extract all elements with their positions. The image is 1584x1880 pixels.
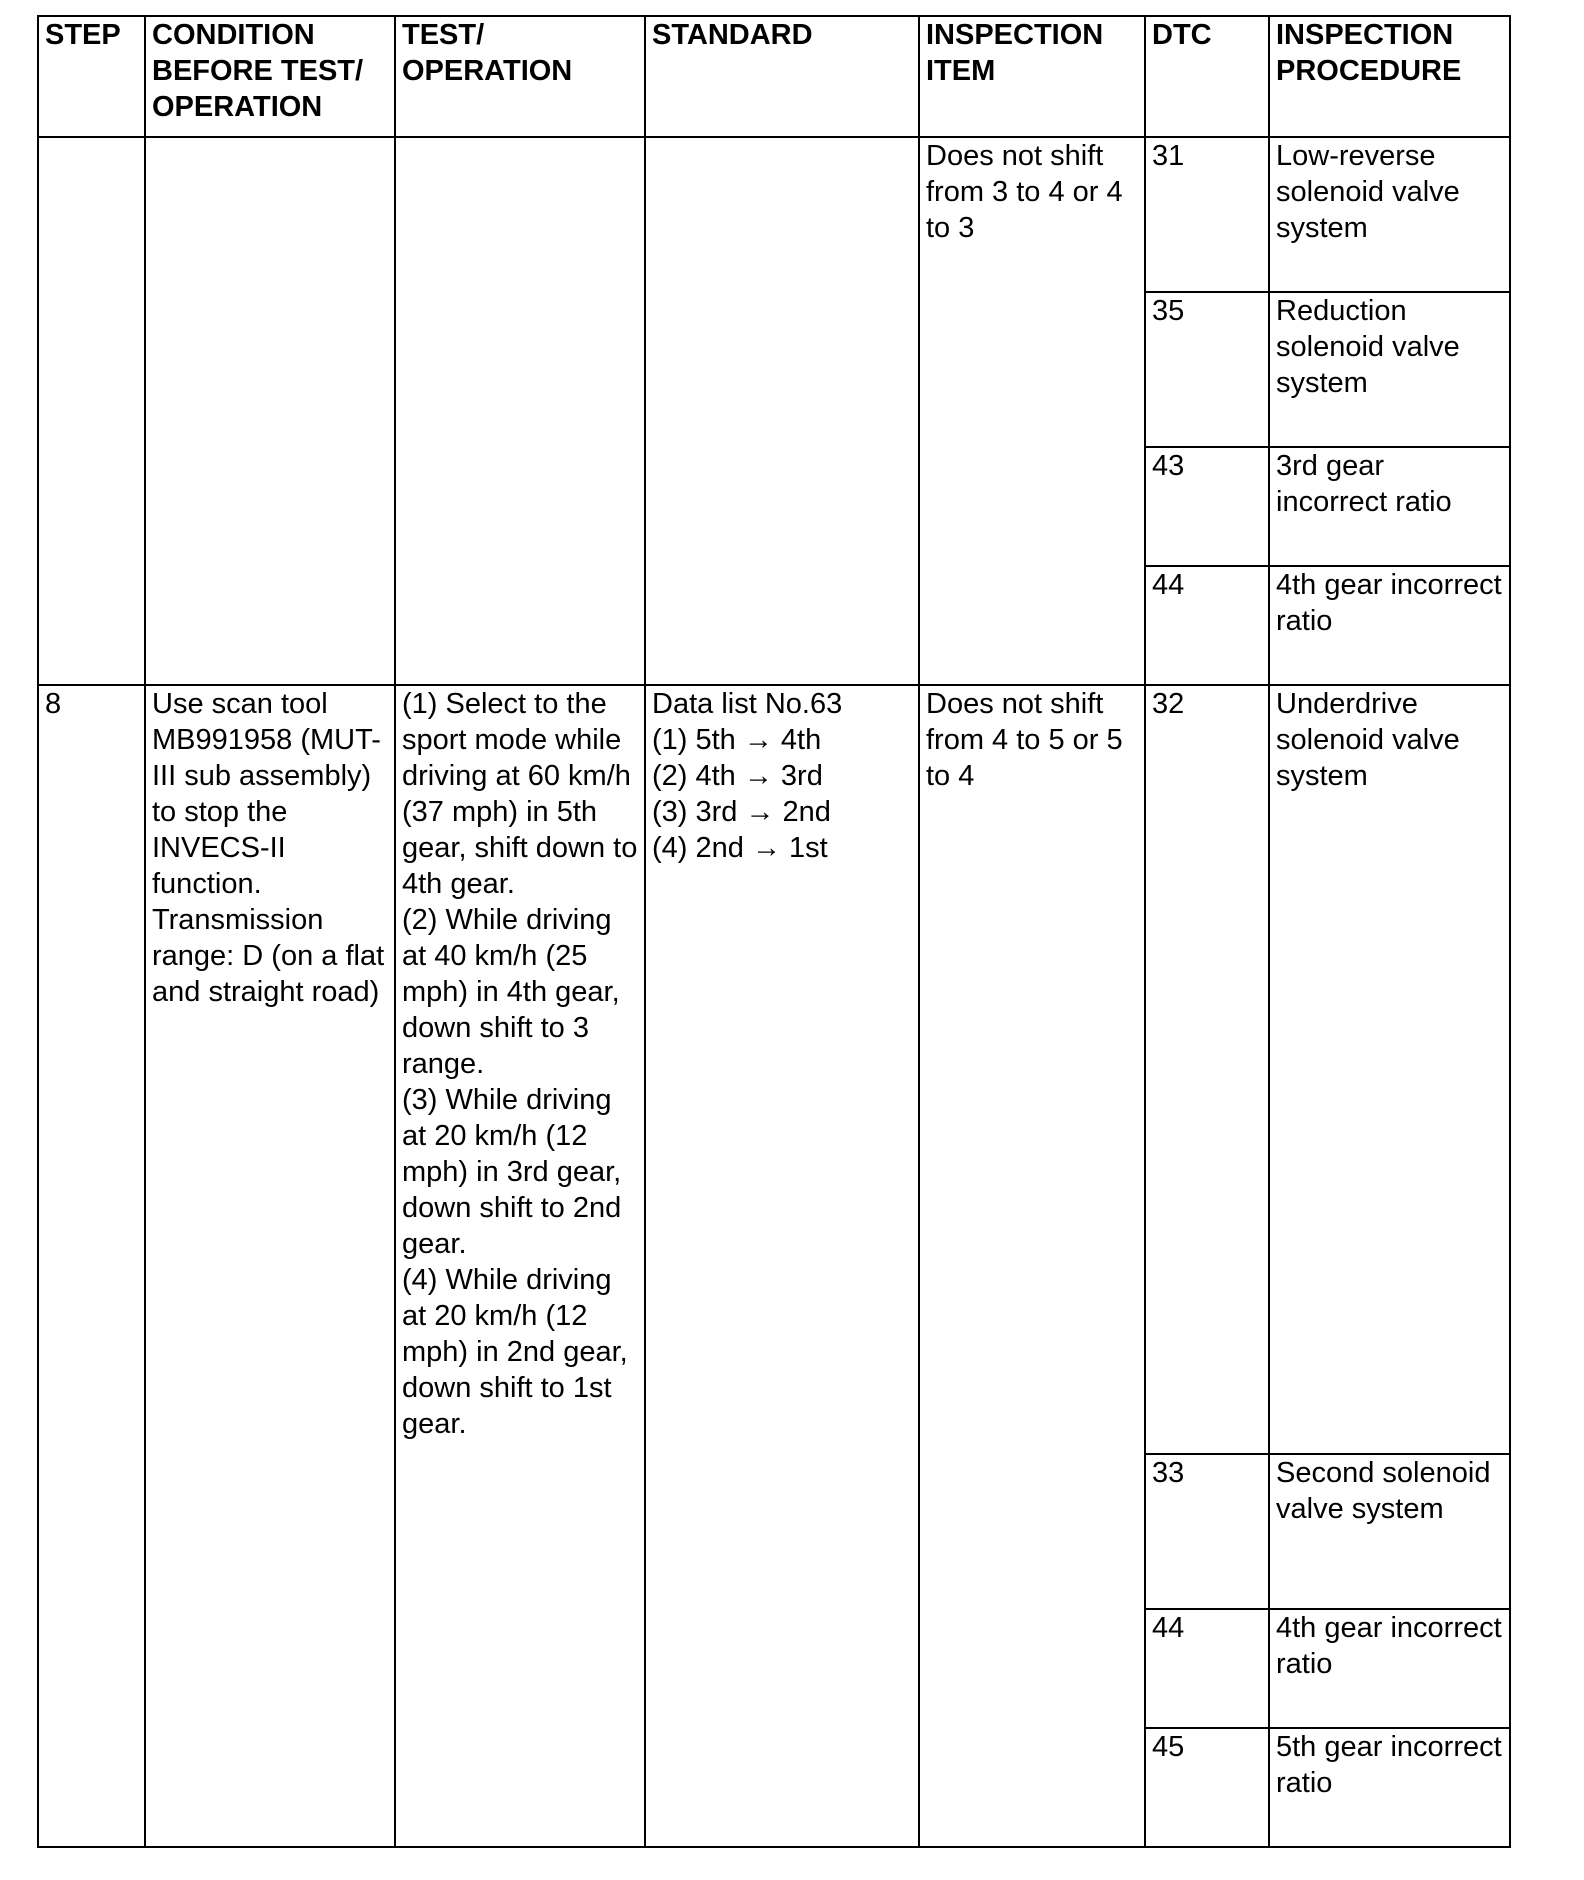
test-operation-cell: (1) Select to the sport mode while driving at 60 km/h (37 mph) in 5th gear, shift down to 4th gear. (2) While driving at 40 km/h (25 mph) in 4th gear, down shift to 3 range. (3) While driving at 20 km/h (12 mph) in 3rd gear, down shift to 2nd gear. (4) While driving at 20 km/h (12 mph) in 2nd gear, down shift to 1st gear. (395, 685, 645, 1847)
dtc-code: 32 (1145, 685, 1269, 1454)
inspection-procedure: Second solenoid valve system (1269, 1454, 1510, 1609)
inspection-procedure: 3rd gear incorrect ratio (1269, 447, 1510, 566)
standard-item: (2) 4th → 3rd (652, 760, 823, 792)
standard-title: Data list No.63 (652, 688, 843, 720)
dtc-code: 33 (1145, 1454, 1269, 1609)
dtc-code: 35 (1145, 292, 1269, 447)
prev-test-cell (395, 137, 645, 685)
standard-item: (3) 3rd → 2nd (652, 796, 831, 828)
dtc-code: 44 (1145, 566, 1269, 685)
header-inspection-procedure: INSPECTION PROCEDURE (1269, 16, 1510, 137)
inspection-procedure: 5th gear incorrect ratio (1269, 1728, 1510, 1847)
inspection-procedure: Reduction solenoid valve system (1269, 292, 1510, 447)
header-row (38, 16, 1510, 137)
inspection-procedure: Low-reverse solenoid valve system (1269, 137, 1510, 292)
dtc-code: 31 (1145, 137, 1269, 292)
prev-standard-cell (645, 137, 919, 685)
inspection-procedure: 4th gear incorrect ratio (1269, 1609, 1510, 1728)
dtc-code: 45 (1145, 1728, 1269, 1847)
standard-item: (1) 5th → 4th (652, 724, 822, 756)
prev-condition-cell (145, 137, 395, 685)
table-row (38, 685, 1510, 1454)
prev-inspection-item: Does not shift from 3 to 4 or 4 to 3 (919, 137, 1145, 685)
standard-item: (4) 2nd → 1st (652, 832, 828, 864)
prev-step-cell (38, 137, 145, 685)
step-number: 8 (38, 685, 145, 1847)
header-step: STEP (38, 16, 145, 137)
inspection-table (37, 15, 1511, 1848)
header-condition: CONDITION BEFORE TEST/ OPERATION (145, 16, 395, 137)
standard-cell (645, 685, 919, 1847)
condition-cell: Use scan tool MB991958 (MUT-III sub assembly) to stop the INVECS-II function. Transmission range: D (on a flat and straight road) (145, 685, 395, 1847)
header-test-operation: TEST/ OPERATION (395, 16, 645, 137)
header-dtc: DTC (1145, 16, 1269, 137)
table-row (38, 137, 1510, 292)
header-inspection-item: INSPECTION ITEM (919, 16, 1145, 137)
inspection-procedure: Underdrive solenoid valve system (1269, 685, 1510, 1454)
inspection-item-cell: Does not shift from 4 to 5 or 5 to 4 (919, 685, 1145, 1847)
dtc-code: 43 (1145, 447, 1269, 566)
header-standard: STANDARD (645, 16, 919, 137)
inspection-procedure: 4th gear incorrect ratio (1269, 566, 1510, 685)
dtc-code: 44 (1145, 1609, 1269, 1728)
